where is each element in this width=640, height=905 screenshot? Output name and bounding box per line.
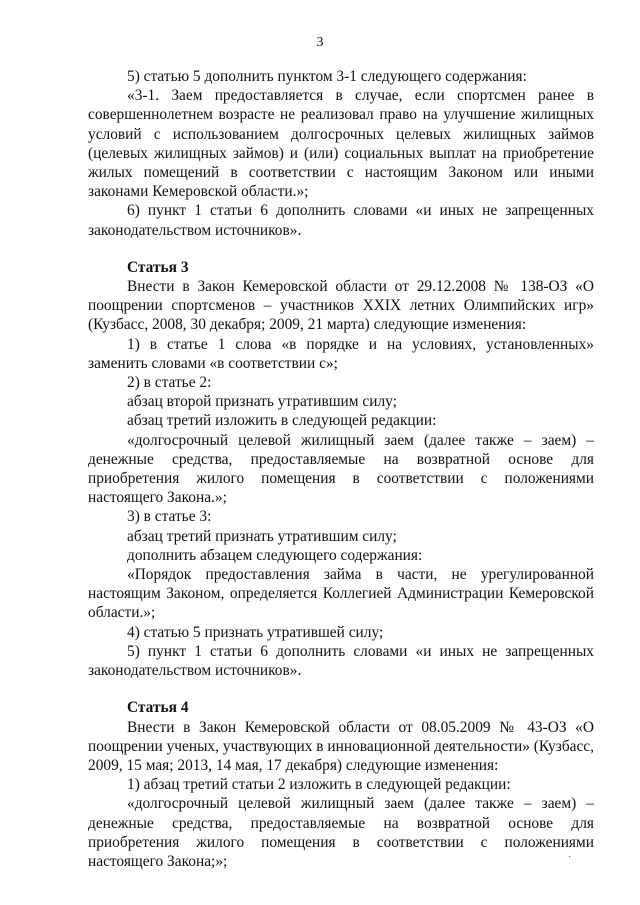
paragraph: Внести в Закон Кемеровской области от 29.12.2008 № 138-ОЗ «О поощрении спортсменов – участников XXIX летних Олимпийских игр» (Кузбасс, 2008, 30 декабря; 2009, 21 марта) следующие изменения: xyxy=(88,278,594,334)
section-heading: Статья 3 xyxy=(127,258,189,276)
paragraph: 2) в статье 2: xyxy=(127,374,212,392)
paragraph: 4) статью 5 признать утратившей силу; xyxy=(127,623,384,641)
page-number: 3 xyxy=(316,35,324,50)
paragraph: дополнить абзацем следующего содержания: xyxy=(127,546,423,564)
document-body xyxy=(88,67,594,871)
paragraph: абзац третий изложить в следующей редакции: xyxy=(127,412,437,430)
paragraph: «долгосрочный целевой жилищный заем (далее также – заем) – денежные средства, предоставляемые на возвратной основе для приобретения жилого помещения в соответствии с положениями настоящего Закона;»; xyxy=(88,795,594,870)
paragraph: 5) статью 5 дополнить пунктом 3-1 следующего содержания: xyxy=(127,68,527,85)
scan-mark: ˙ xyxy=(568,855,572,866)
paragraph: Внести в Закон Кемеровской области от 08.05.2009 № 43-ОЗ «О поощрении ученых, участвующих в инновационной деятельности» (Кузбасс, 2009, 15 мая; 2013, 14 мая, 17 декабря) следующие изменения: xyxy=(88,718,594,774)
paragraph: 1) абзац третий статьи 2 изложить в следующей редакции: xyxy=(127,776,511,794)
paragraph: 6) пункт 1 статьи 6 дополнить словами «и иных не запрещенных законодательством источников». xyxy=(88,202,594,239)
paragraph: 5) пункт 1 статьи 6 дополнить словами «и иных не запрещенных законодательством источников». xyxy=(88,642,594,680)
paragraph: «3-1. Заем предоставляется в случае, если спортсмен ранее в совершеннолетнем возрасте не реализовал право на улучшение жилищных условий с использованием долгосрочных целевых жилищных займов (целевых жилищных займов) и (или) социальных выплат на приобретение жилых помещений в соответствии с настоящим Законом или иными законами Кемеровской области.»; xyxy=(88,87,594,201)
paragraph: 3) в статье 3: xyxy=(127,508,212,526)
paragraph: «долгосрочный целевой жилищный заем (далее также – заем) – денежные средства, предоставляемые на возвратной основе для приобретения жилого помещения в соответствии с положениями настоящего Закона.»; xyxy=(88,431,594,507)
paragraph: 1) в статье 1 слова «в порядке и на условиях, установленных» заменить словами «в соответствии с»; xyxy=(88,335,594,372)
paragraph: абзац второй признать утратившим силу; xyxy=(127,393,397,411)
section-heading: Статья 4 xyxy=(127,699,189,717)
paragraph: абзац третий признать утратившим силу; xyxy=(127,527,397,545)
paragraph: «Порядок предоставления займа в части, не урегулированной настоящим Законом, определяется Коллегией Администрации Кемеровской области.»; xyxy=(88,566,594,622)
